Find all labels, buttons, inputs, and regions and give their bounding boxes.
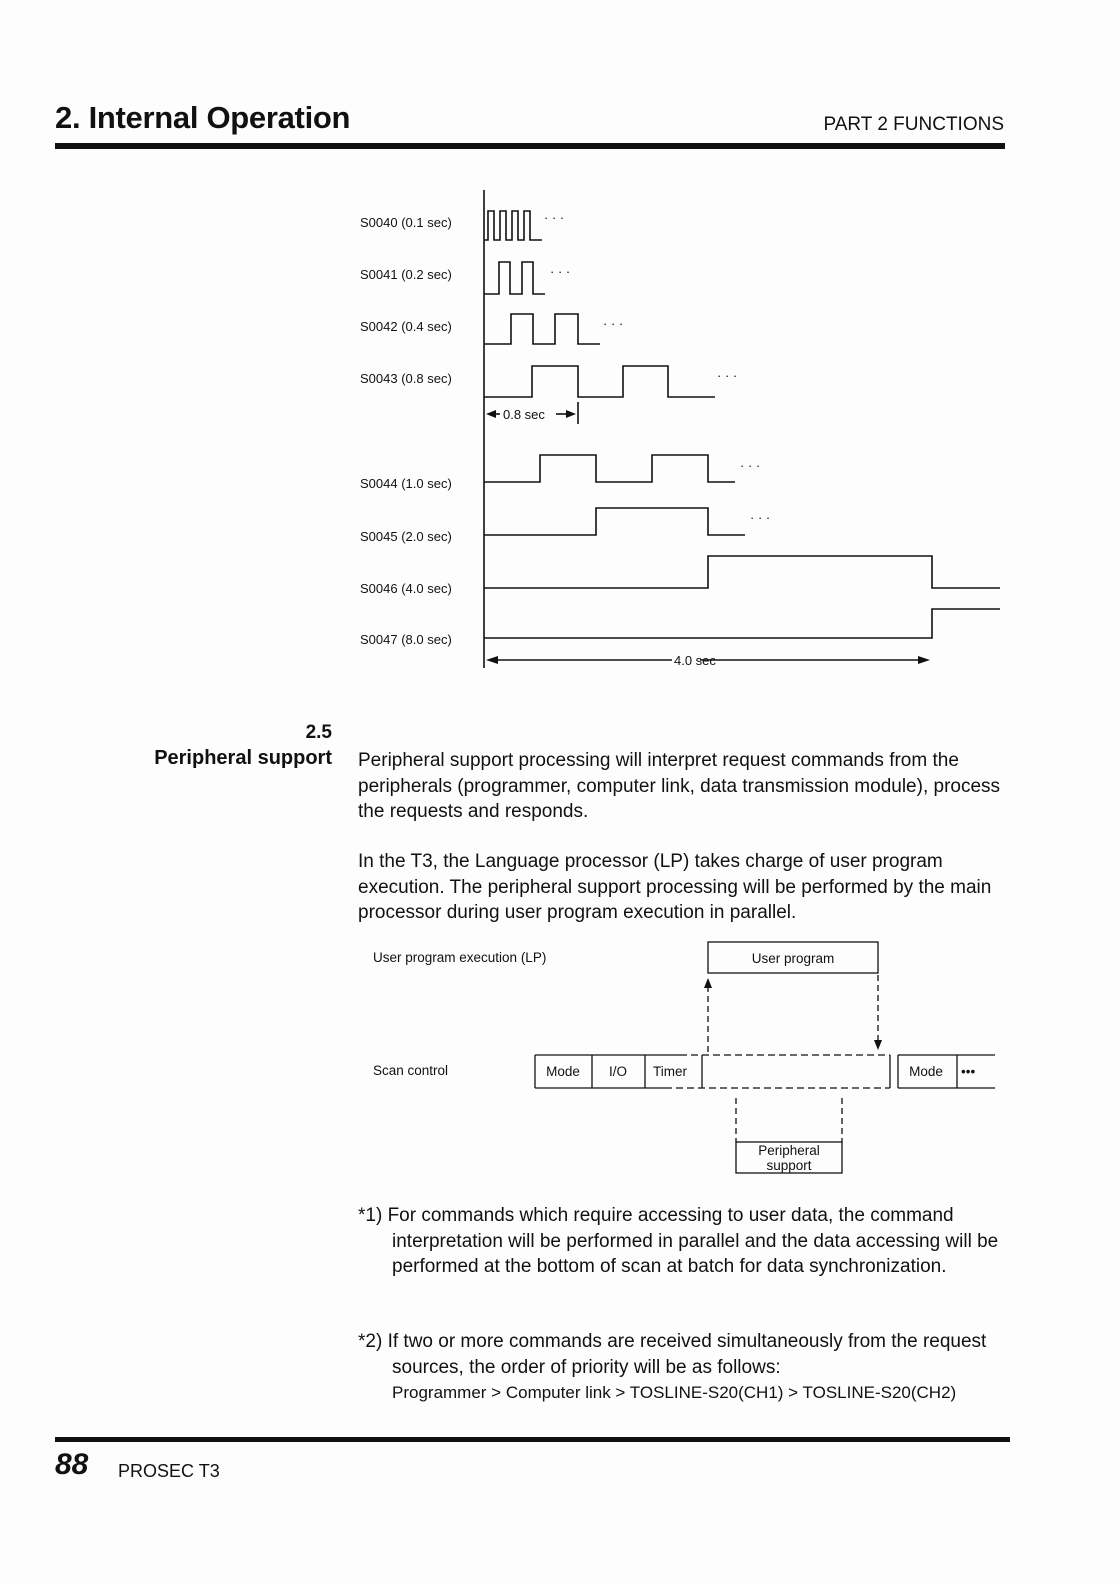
- arrow-head: [566, 410, 576, 418]
- cell-timer: Timer: [653, 1064, 687, 1079]
- timing-diagram: [0, 0, 1120, 700]
- footnote-text: For commands which require accessing to user data, the command interpretation will be performed in parallel and the data accessing will be performed at the bottom of scan at batch for data synchronization.: [387, 1205, 999, 1277]
- page-number: 88: [55, 1448, 89, 1481]
- waveform-s0043: [484, 366, 715, 397]
- signal-label: S0045 (2.0 sec): [360, 529, 452, 544]
- product-name: PROSEC T3: [118, 1461, 220, 1481]
- cell-io: I/O: [608, 1064, 628, 1079]
- signal-label: S0040 (0.1 sec): [360, 215, 452, 230]
- paragraph: Peripheral support processing will interpret request commands from the peripherals (programmer, computer link, data transmission module), process the requests and responds.: [358, 750, 1001, 822]
- ellipsis: · · ·: [603, 316, 624, 331]
- part-label: PART 2 FUNCTIONS: [823, 114, 1004, 135]
- signal-label: S0046 (4.0 sec): [360, 581, 452, 596]
- cell-mode-next: Mode: [909, 1064, 943, 1079]
- signal-label: S0043 (0.8 sec): [360, 371, 452, 386]
- arrow-head: [874, 1040, 882, 1050]
- ellipsis: · · ·: [740, 458, 761, 473]
- waveform-s0042: [484, 314, 600, 344]
- ellipsis: · · ·: [750, 510, 771, 525]
- signal-label: S0044 (1.0 sec): [360, 476, 452, 491]
- waveform-s0045: [484, 508, 745, 535]
- peripheral-label: support: [766, 1158, 812, 1173]
- footnote-text: If two or more commands are received simultaneously from the request sources, the order of priority will be as follows:: [387, 1331, 987, 1378]
- ellipsis: · · ·: [717, 368, 738, 383]
- footnote-marker: *2): [358, 1331, 383, 1352]
- dimension-label: 4.0 sec: [674, 653, 716, 668]
- footer-rule: [55, 1437, 1010, 1442]
- scan-label: Scan control: [373, 1063, 449, 1078]
- waveform-s0044: [484, 455, 735, 482]
- arrow-head: [918, 656, 930, 664]
- chapter-title: 2. Internal Operation: [55, 100, 351, 135]
- signal-label: S0041 (0.2 sec): [360, 267, 452, 282]
- cell-mode: Mode: [546, 1064, 580, 1079]
- paragraph: In the T3, the Language processor (LP) takes charge of user program execution. The peripheral support processing will be performed by the main processor during user program execution in parallel.: [358, 851, 992, 923]
- section-number: 2.5: [305, 722, 332, 743]
- waveform-s0046: [484, 556, 1000, 588]
- footnote-marker: *1): [358, 1205, 383, 1226]
- arrow-head: [486, 656, 498, 664]
- cell-more: •••: [961, 1064, 976, 1079]
- section-title: Peripheral support: [154, 747, 332, 769]
- arrow-head: [486, 410, 496, 418]
- dimension-label: 0.8 sec: [503, 407, 545, 422]
- arrow-head: [704, 978, 712, 988]
- peripheral-label: Peripheral: [758, 1143, 820, 1158]
- user-program-label: User program: [751, 951, 835, 966]
- ellipsis: · · ·: [550, 264, 571, 279]
- waveform-s0041: [484, 262, 545, 294]
- ellipsis: · · ·: [544, 210, 565, 225]
- scan-diagram: [0, 930, 1120, 1190]
- lp-label: User program execution (LP): [373, 950, 547, 965]
- waveform-s0040: [484, 211, 542, 240]
- waveform-s0047: [484, 609, 1000, 638]
- signal-label: S0042 (0.4 sec): [360, 319, 452, 334]
- priority-order: Programmer > Computer link > TOSLINE-S20(CH1) > TOSLINE-S20(CH2): [392, 1383, 957, 1402]
- footnote-1: [358, 1203, 1018, 1280]
- signal-label: S0047 (8.0 sec): [360, 632, 452, 647]
- footnote-2: [358, 1329, 1018, 1406]
